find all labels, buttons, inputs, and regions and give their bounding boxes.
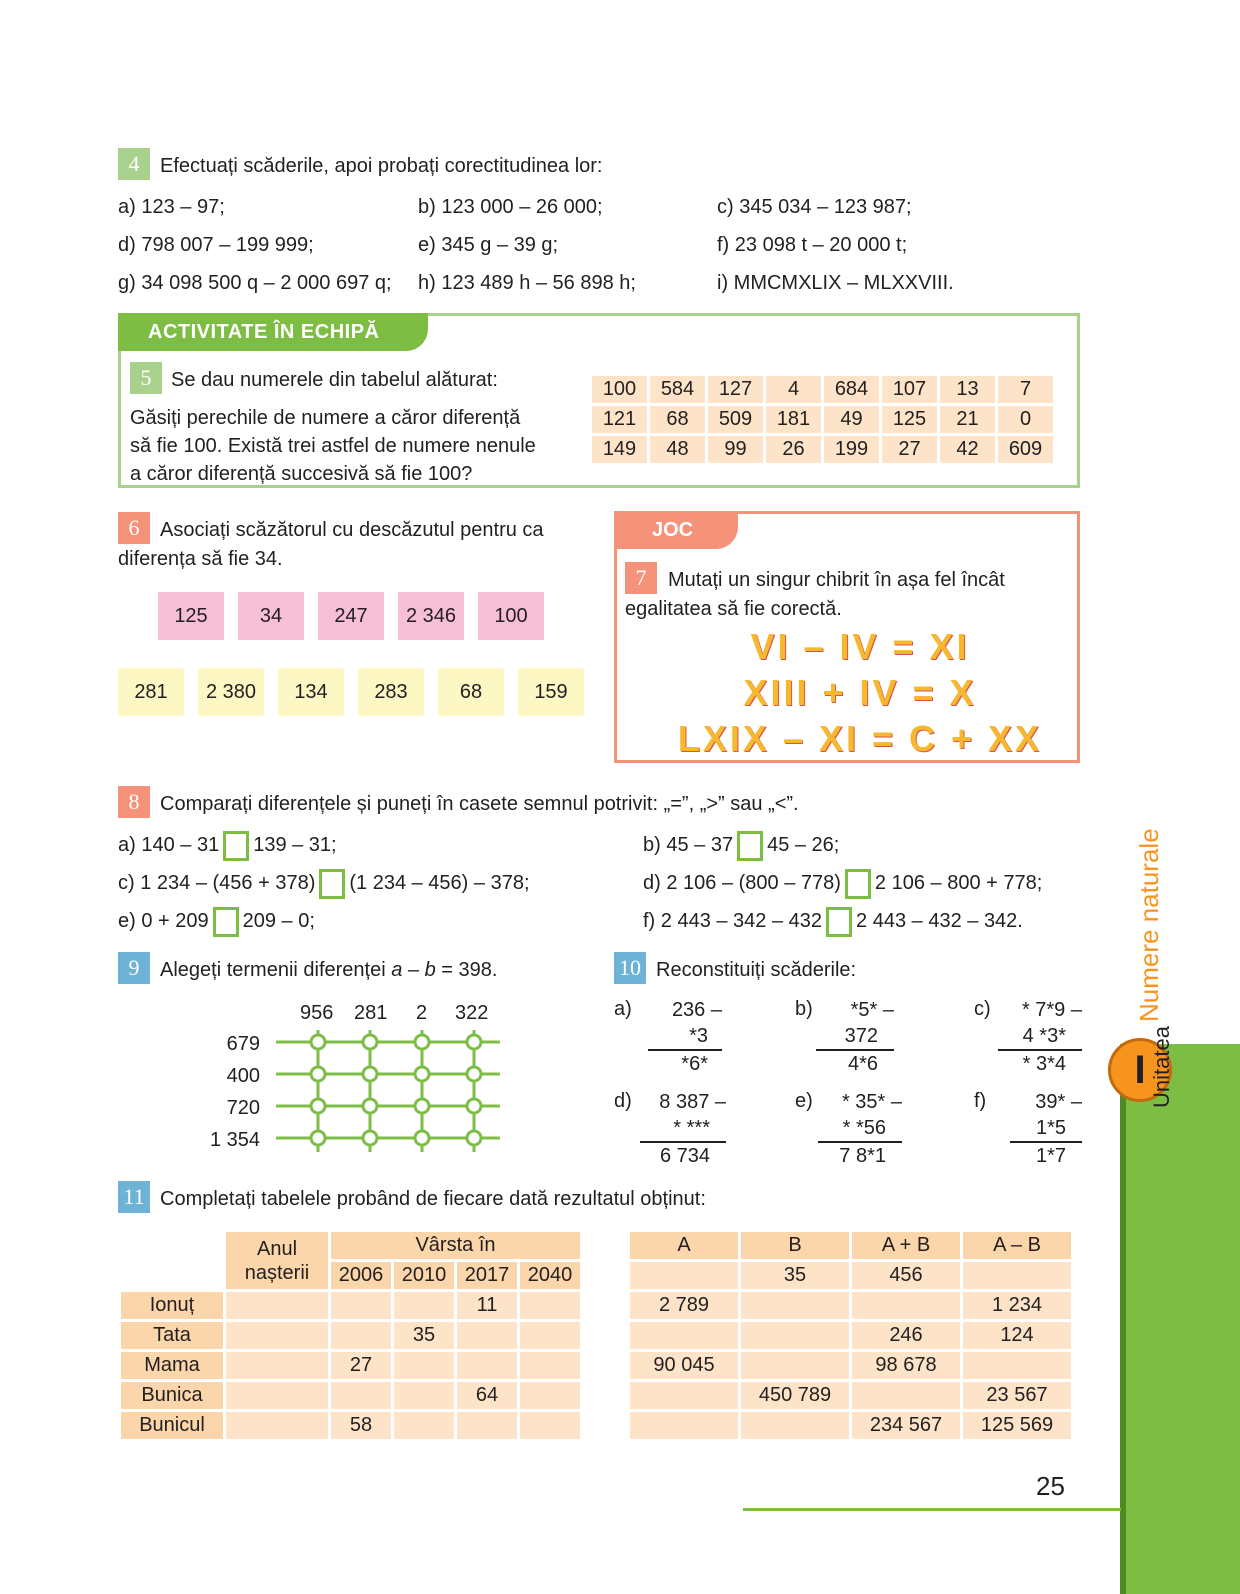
number-cell: 27	[882, 436, 937, 463]
grid-node[interactable]	[415, 1131, 429, 1145]
table-cell[interactable]: 35	[394, 1322, 454, 1349]
subtrahend-card[interactable]: 34	[238, 592, 304, 640]
year-header: 2040	[520, 1262, 580, 1289]
table-cell[interactable]: 11	[457, 1292, 517, 1319]
subtrahend-card[interactable]: 2 346	[398, 592, 464, 640]
subtraction-label: b)	[795, 998, 813, 1020]
subtraction-puzzle: 39* – 1*5 1*7	[1010, 1089, 1082, 1169]
grid-node[interactable]	[415, 1099, 429, 1113]
table-cell[interactable]	[331, 1382, 391, 1409]
table-cell[interactable]	[520, 1412, 580, 1439]
table-cell[interactable]	[457, 1352, 517, 1379]
number-cell: 100	[592, 376, 647, 403]
matchstick-equations	[650, 624, 1070, 762]
table-cell[interactable]: 98 678	[852, 1352, 960, 1379]
team-text: a căror diferență succesivă să fie 100?	[130, 463, 473, 485]
subtraction-label: d)	[614, 1090, 632, 1112]
age-table	[118, 1229, 583, 1442]
table-cell[interactable]: 58	[331, 1412, 391, 1439]
grid-node[interactable]	[311, 1067, 325, 1081]
table-cell[interactable]	[520, 1382, 580, 1409]
unit-side-band	[1124, 1044, 1240, 1594]
exercise-4-title: Efectuați scăderile, apoi probați corectitudinea lor:	[160, 155, 603, 177]
subtraction-label: e)	[795, 1090, 813, 1112]
column-header: A – B	[963, 1232, 1071, 1259]
unit-side-band-edge	[1120, 1044, 1126, 1594]
table-cell[interactable]	[226, 1292, 328, 1319]
exercise-number: 11	[118, 1181, 150, 1213]
grid-col-label: 322	[455, 1002, 489, 1024]
subtraction-puzzle: 236 – *3 *6*	[648, 997, 722, 1077]
column-header: B	[741, 1232, 849, 1259]
ex8-expr: e) 0 + 209	[118, 910, 209, 932]
team-text: Se dau numerele din tabelul alăturat:	[171, 369, 498, 391]
grid-node[interactable]	[363, 1067, 377, 1081]
subtraction-label: f)	[974, 1090, 987, 1112]
ex11-title: Completați tabelele probând de fiecare dată rezultatul obținut:	[160, 1188, 706, 1210]
table-cell[interactable]: 124	[963, 1322, 1071, 1349]
table-cell[interactable]	[741, 1412, 849, 1439]
ex4-item: d) 798 007 – 199 999;	[118, 234, 314, 256]
exercise-number: 9	[118, 952, 150, 984]
team-text: Găsiți perechile de numere a căror diferență	[130, 407, 521, 429]
sum-difference-table	[627, 1229, 1074, 1442]
number-cell: 684	[824, 376, 879, 403]
exercise-number: 5	[130, 362, 162, 394]
grid-col-label: 281	[354, 1002, 388, 1024]
team-text: să fie 100. Există trei astfel de numere nenule	[130, 435, 536, 457]
person-name: Tata	[121, 1322, 223, 1349]
minuend-card[interactable]: 68	[438, 668, 504, 716]
exercise-number: 4	[118, 148, 150, 180]
table-cell[interactable]	[852, 1292, 960, 1319]
table-cell[interactable]	[520, 1322, 580, 1349]
number-cell: 584	[650, 376, 705, 403]
ex8-title: Comparați diferențele și puneți în casete semnul potrivit: „=”, „>” sau „<”.	[160, 793, 799, 815]
person-name: Bunicul	[121, 1412, 223, 1439]
grid-node[interactable]	[311, 1131, 325, 1145]
grid-node[interactable]	[467, 1035, 481, 1049]
header-varsta: Vârsta în	[331, 1232, 580, 1259]
ex8-expr: a) 140 – 31	[118, 834, 220, 856]
table-cell[interactable]	[741, 1292, 849, 1319]
ex4-item: a) 123 – 97;	[118, 196, 225, 218]
number-cell: 609	[998, 436, 1053, 463]
grid-node[interactable]	[415, 1035, 429, 1049]
matchstick-equation: XIII + IV = X	[743, 672, 977, 713]
table-cell[interactable]	[457, 1322, 517, 1349]
exercise-number: 7	[625, 562, 657, 594]
subtraction-puzzle: *5* – 372 4*6	[816, 997, 894, 1077]
number-cell: 13	[940, 376, 995, 403]
table-cell[interactable]	[331, 1322, 391, 1349]
ex4-item: e) 345 g – 39 g;	[418, 234, 559, 256]
game-text: Mutați un singur chibrit în așa fel încât	[668, 569, 1005, 591]
table-cell[interactable]: 234 567	[852, 1412, 960, 1439]
table-cell[interactable]: 1 234	[963, 1292, 1071, 1319]
table-cell[interactable]: 246	[852, 1322, 960, 1349]
table-cell[interactable]	[520, 1292, 580, 1319]
grid-col-label: 2	[416, 1002, 428, 1024]
compare-box[interactable]	[845, 869, 871, 899]
table-cell[interactable]	[741, 1322, 849, 1349]
minuend-card[interactable]: 2 380	[198, 668, 264, 716]
number-cell: 42	[940, 436, 995, 463]
number-cell: 68	[650, 406, 705, 433]
table-cell[interactable]	[226, 1382, 328, 1409]
exercise-number: 10	[614, 952, 646, 984]
page-number: 25	[1036, 1471, 1065, 1501]
person-name: Mama	[121, 1352, 223, 1379]
table-cell[interactable]: 450 789	[741, 1382, 849, 1409]
table-cell[interactable]: 125 569	[963, 1412, 1071, 1439]
compare-box[interactable]	[826, 907, 852, 937]
minuend-card[interactable]: 283	[358, 668, 424, 716]
ex8-expr: 2 106 – 800 + 778;	[874, 872, 1043, 894]
ex8-expr: 2 443 – 432 – 342.	[856, 910, 1023, 932]
grid-col-label: 956	[300, 1002, 334, 1024]
subtraction-label: a)	[614, 998, 632, 1020]
subtraction-puzzle: * 7*9 – 4 *3* * 3*4	[998, 997, 1082, 1077]
grid-node[interactable]	[363, 1099, 377, 1113]
subtraction-label: c)	[974, 998, 991, 1020]
compare-box[interactable]	[223, 831, 249, 861]
table-cell[interactable]	[963, 1352, 1071, 1379]
matchstick-equation: LXIX – XI = C + XX	[677, 718, 1043, 759]
ex9-title: Alegeți termenii diferenței a – b = 398.	[160, 959, 498, 981]
table-cell[interactable]	[630, 1322, 738, 1349]
table-cell[interactable]: 64	[457, 1382, 517, 1409]
grid-node[interactable]	[363, 1131, 377, 1145]
table-cell[interactable]: 23 567	[963, 1382, 1071, 1409]
subtraction-puzzle: 8 387 – * *** 6 734	[640, 1089, 726, 1169]
number-cell: 48	[650, 436, 705, 463]
unit-label: Unitatea	[1149, 1026, 1174, 1108]
year-header: 2006	[331, 1262, 391, 1289]
game-header: JOC	[614, 511, 738, 549]
number-cell: 26	[766, 436, 821, 463]
number-cell: 127	[708, 376, 763, 403]
footer-rule	[743, 1508, 1121, 1511]
ex8-expr: (1 234 – 456) – 378;	[349, 872, 530, 894]
table-cell[interactable]	[226, 1352, 328, 1379]
subtrahend-card[interactable]: 125	[158, 592, 224, 640]
number-cell: 125	[882, 406, 937, 433]
grid-row-label: 720	[226, 1097, 260, 1119]
grid-node[interactable]	[467, 1131, 481, 1145]
table-cell[interactable]	[630, 1382, 738, 1409]
table-cell[interactable]	[394, 1412, 454, 1439]
compare-box[interactable]	[319, 869, 345, 899]
grid-node[interactable]	[415, 1067, 429, 1081]
ex4-item: h) 123 489 h – 56 898 h;	[418, 272, 636, 294]
minuend-card[interactable]: 159	[518, 668, 584, 716]
ex8-expr: 139 – 31;	[253, 834, 337, 856]
table-cell[interactable]: 456	[852, 1262, 960, 1289]
table-cell[interactable]	[520, 1352, 580, 1379]
ex4-item: g) 34 098 500 q – 2 000 697 q;	[118, 272, 392, 294]
table-cell[interactable]	[226, 1322, 328, 1349]
matchstick-equation: VI – IV = XI	[750, 626, 970, 667]
ex6-text: diferența să fie 34.	[118, 548, 283, 570]
numbers-table	[589, 373, 1056, 466]
exercise-number: 6	[118, 512, 150, 544]
grid-node[interactable]	[363, 1035, 377, 1049]
year-header: 2010	[394, 1262, 454, 1289]
number-cell: 7	[998, 376, 1053, 403]
table-cell[interactable]	[394, 1382, 454, 1409]
minuend-card[interactable]: 281	[118, 668, 184, 716]
grid-node[interactable]	[311, 1035, 325, 1049]
number-cell: 4	[766, 376, 821, 403]
person-name: Bunica	[121, 1382, 223, 1409]
number-cell: 149	[592, 436, 647, 463]
unit-badge: I	[1108, 1038, 1172, 1102]
header-anul: Anul nașterii	[226, 1232, 328, 1289]
ex8-expr: b) 45 – 37	[643, 834, 734, 856]
number-cell: 49	[824, 406, 879, 433]
ex8-expr: d) 2 106 – (800 – 778)	[643, 872, 841, 894]
ex10-title: Reconstituiți scăderile:	[656, 959, 857, 981]
number-cell: 99	[708, 436, 763, 463]
compare-box[interactable]	[737, 831, 763, 861]
table-cell[interactable]	[741, 1352, 849, 1379]
ex4-item: i) MMCMXLIX – MLXXVIII.	[717, 272, 954, 294]
grid-row-label: 679	[226, 1033, 260, 1055]
column-header: A + B	[852, 1232, 960, 1259]
number-cell: 21	[940, 406, 995, 433]
number-cell: 107	[882, 376, 937, 403]
number-cell: 0	[998, 406, 1053, 433]
grid-node[interactable]	[311, 1099, 325, 1113]
table-cell[interactable]	[852, 1382, 960, 1409]
table-cell[interactable]: 90 045	[630, 1352, 738, 1379]
number-cell: 181	[766, 406, 821, 433]
table-cell[interactable]	[226, 1412, 328, 1439]
number-cell: 509	[708, 406, 763, 433]
ex8-expr: 209 – 0;	[242, 910, 315, 932]
exercise-number: 8	[118, 786, 150, 818]
table-cell[interactable]	[963, 1262, 1071, 1289]
person-name: Ionuț	[121, 1292, 223, 1319]
subtrahend-card[interactable]: 100	[478, 592, 544, 640]
grid-row-label: 1 354	[209, 1129, 260, 1151]
table-cell[interactable]	[331, 1292, 391, 1319]
number-cell: 121	[592, 406, 647, 433]
ex4-item: f) 23 098 t – 20 000 t;	[717, 234, 908, 256]
table-cell[interactable]: 35	[741, 1262, 849, 1289]
unit-title: Numere naturale	[1134, 828, 1164, 1022]
number-cell: 199	[824, 436, 879, 463]
grid-row-label: 400	[226, 1065, 260, 1087]
compare-box[interactable]	[213, 907, 239, 937]
grid-node[interactable]	[467, 1099, 481, 1113]
column-header: A	[630, 1232, 738, 1259]
table-cell[interactable]: 27	[331, 1352, 391, 1379]
minuend-card[interactable]: 134	[278, 668, 344, 716]
ex8-expr: c) 1 234 – (456 + 378)	[118, 872, 316, 894]
game-text: egalitatea să fie corectă.	[625, 598, 842, 620]
grid-node[interactable]	[467, 1067, 481, 1081]
ex6-text: Asociați scăzătorul cu descăzutul pentru ca	[160, 519, 544, 541]
table-cell[interactable]	[394, 1352, 454, 1379]
selection-grid	[270, 1028, 510, 1160]
team-activity-header: ACTIVITATE ÎN ECHIPĂ	[118, 313, 428, 351]
table-cell[interactable]	[457, 1412, 517, 1439]
table-cell[interactable]	[630, 1412, 738, 1439]
ex8-expr: f) 2 443 – 342 – 432	[643, 910, 823, 932]
subtraction-puzzle: * 35* – * *56 7 8*1	[818, 1089, 902, 1169]
ex4-item: c) 345 034 – 123 987;	[717, 196, 912, 218]
year-header: 2017	[457, 1262, 517, 1289]
ex8-expr: 45 – 26;	[767, 834, 840, 856]
ex4-item: b) 123 000 – 26 000;	[418, 196, 603, 218]
subtrahend-card[interactable]: 247	[318, 592, 384, 640]
table-cell[interactable]: 2 789	[630, 1292, 738, 1319]
table-cell[interactable]	[394, 1292, 454, 1319]
table-cell[interactable]	[630, 1262, 738, 1289]
